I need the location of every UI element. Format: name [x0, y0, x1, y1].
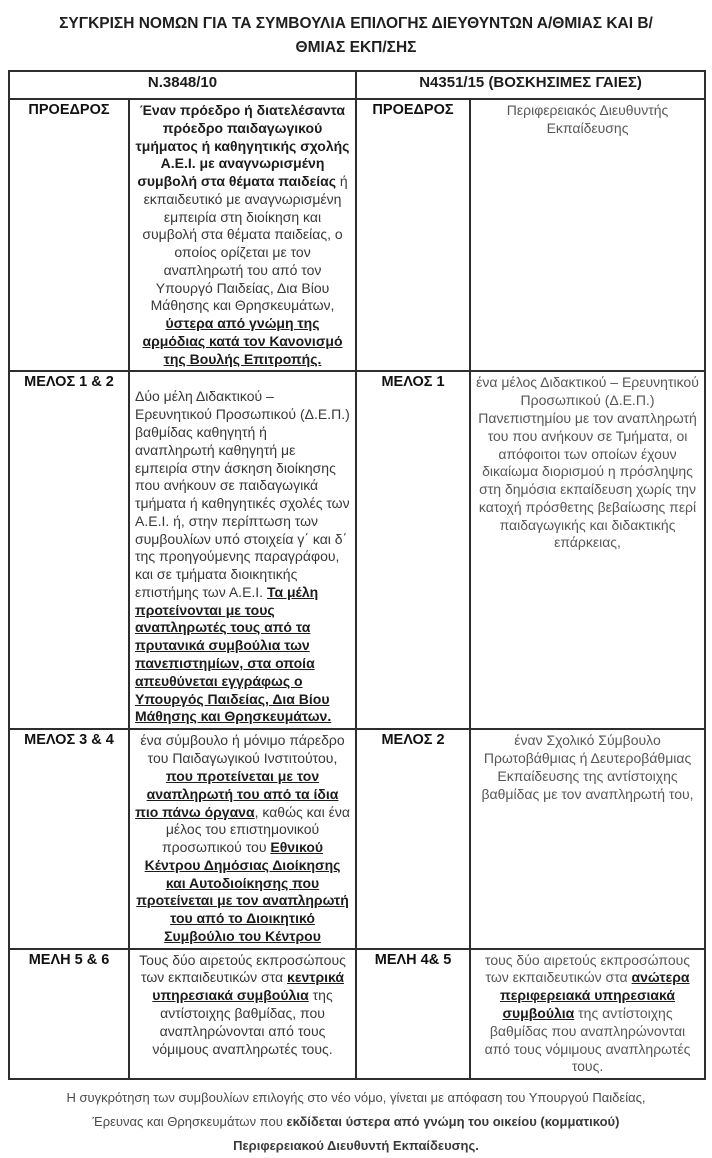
- document-title: ΣΥΓΚΡΙΣΗ ΝΟΜΩΝ ΓΙΑ ΤΑ ΣΥΜΒΟΥΛΙΑ ΕΠΙΛΟΓΗΣ ΔΙΕΥΘΥΝΤΩΝ Α/ΘΜΙΑΣ ΚΑΙ Β/ΘΜΙΑΣ ΕΚΠ/ΣΗΣ: [59, 15, 653, 56]
- footnote: Η συγκρότηση των συμβουλίων επιλογής στο νέο νόμο, γίνεται με απόφαση του Υπουργού Παιδείας, Έρευνας και Θρησκευμάτων που εκδίδεται ύστερα από γνώμη του οικείου (κομματικού) Περιφερειακού Διευθυντή Εκπαίδευσης.: [66, 1090, 646, 1154]
- table-row-meli-5-6: [9, 949, 705, 1079]
- table-row-proedros: [9, 99, 705, 371]
- role-label-meli-4-5: ΜΕΛΗ 4& 5: [356, 949, 470, 1079]
- provision-text-melos-2: έναν Σχολικό Σύμβουλο Πρωτοβάθμιας ή Δευτεροβάθμιας Εκπαίδευσης της αντίστοιχης βαθμίδας με τον αναπληρωτή του,: [470, 729, 705, 948]
- provision-text-melos-1: ένα μέλος Διδακτικού – Ερευνητικού Προσωπικού (Δ.Ε.Π.) Πανεπιστημίου με τον αναπληρωτή του που ανήκουν σε Τμήματα, οι απόφοιτοι των οποίων έχουν δικαίωμα διορισμού η πρόσληψης στη δημόσια εκπαίδευση χωρίς την κατοχή πρόσθετης βεβαίωσης περί παιδαγωγικής και διδακτικής επάρκειας,: [470, 371, 705, 729]
- provision-text-proedros-right: Περιφερειακός Διευθυντής Εκπαίδευσης: [470, 99, 705, 371]
- provision-text-meli-5-6: Τους δύο αιρετούς εκπροσώπους των εκπαιδευτικών στα κεντρικά υπηρεσιακά συμβούλια της αντίστοιχης βαθμίδας, που αναπληρώνονται από τους νόμιμους αναπληρωτές τους.: [129, 949, 356, 1079]
- provision-text-meli-4-5: τους δύο αιρετούς εκπροσώπους των εκπαιδευτικών στα ανώτερα περιφερειακά υπηρεσιακά συμβούλια της αντίστοιχης βαθμίδας που αναπληρώνονται από τους νόμιμους αναπληρωτές τους.: [470, 949, 705, 1079]
- law-column-header-n3848: Ν.3848/10: [9, 71, 356, 99]
- role-label-melos-1-2: ΜΕΛΟΣ 1 & 2: [9, 371, 129, 729]
- role-label-melos-1: ΜΕΛΟΣ 1: [356, 371, 470, 729]
- law-column-header-n4351: Ν4351/15 (ΒΟΣΚΗΣΙΜΕΣ ΓΑΙΕΣ): [356, 71, 705, 99]
- provision-text-melos-1-2: Δύο μέλη Διδακτικού – Ερευνητικού Προσωπικού (Δ.Ε.Π.) βαθμίδας καθηγητή ή αναπληρωτή καθηγητή με εμπειρία στην άσκηση διοίκησης που ανήκουν σε παιδαγωγικά τμήματα ή καθηγητικές σχολές των Α.Ε.Ι. ή, στην περίπτωση των συμβουλίων υπό στοιχεία γ΄ και δ΄ της προηγούμενης παραγράφου, και σε τμήματα διοικητικής επιστήμης των Α.Ε.Ι. Τα μέλη προτείνονται με τους αναπληρωτές τους από τα πρυτανικά συμβούλια των πανεπιστημίων, στα οποία απευθύνεται εγγράφως ο Υπουργός Παιδείας, Δια Βίου Μάθησης και Θρησκευμάτων.: [129, 371, 356, 729]
- table-header-row: [9, 71, 705, 99]
- role-label-proedros-right: ΠΡΟΕΔΡΟΣ: [356, 99, 470, 371]
- role-label-proedros-left: ΠΡΟΕΔΡΟΣ: [9, 99, 129, 371]
- comparison-table: [8, 70, 706, 1080]
- table-row-melos-3-4: [9, 729, 705, 948]
- provision-text-proedros-left: Έναν πρόεδρο ή διατελέσαντα πρόεδρο παιδαγωγικού τμήματος ή καθηγητικής σχολής Α.Ε.Ι. με αναγνωρισμένη συμβολή στα θέματα παιδείας ή εκπαιδευτικό με αναγνωρισμένη εμπειρία στη διοίκηση και συμβολή στα θέματα παιδείας, ο οποίος ορίζεται με τον αναπληρωτή του από τον Υπουργό Παιδείας, Δια Βίου Μάθησης και Θρησκευμάτων, ύστερα από γνώμη της αρμόδιας κατά τον Κανονισμό της Βουλής Επιτροπής.: [129, 99, 356, 371]
- table-row-melos-1-2: [9, 371, 705, 729]
- role-label-meli-5-6: ΜΕΛΗ 5 & 6: [9, 949, 129, 1079]
- role-label-melos-3-4: ΜΕΛΟΣ 3 & 4: [9, 729, 129, 948]
- role-label-melos-2: ΜΕΛΟΣ 2: [356, 729, 470, 948]
- provision-text-melos-3-4: ένα σύμβουλο ή μόνιμο πάρεδρο του Παιδαγωγικού Ινστιτούτου, που προτείνεται με τον αναπληρωτή του από τα ίδια πιο πάνω όργανα, καθώς και ένα μέλος του επιστημονικού προσωπικού του Εθνικού Κέντρου Δημόσιας Διοίκησης και Αυτοδιοίκησης που προτείνεται με τον αναπληρωτή του από το Διοικητικό Συμβούλιο του Κέντρου: [129, 729, 356, 948]
